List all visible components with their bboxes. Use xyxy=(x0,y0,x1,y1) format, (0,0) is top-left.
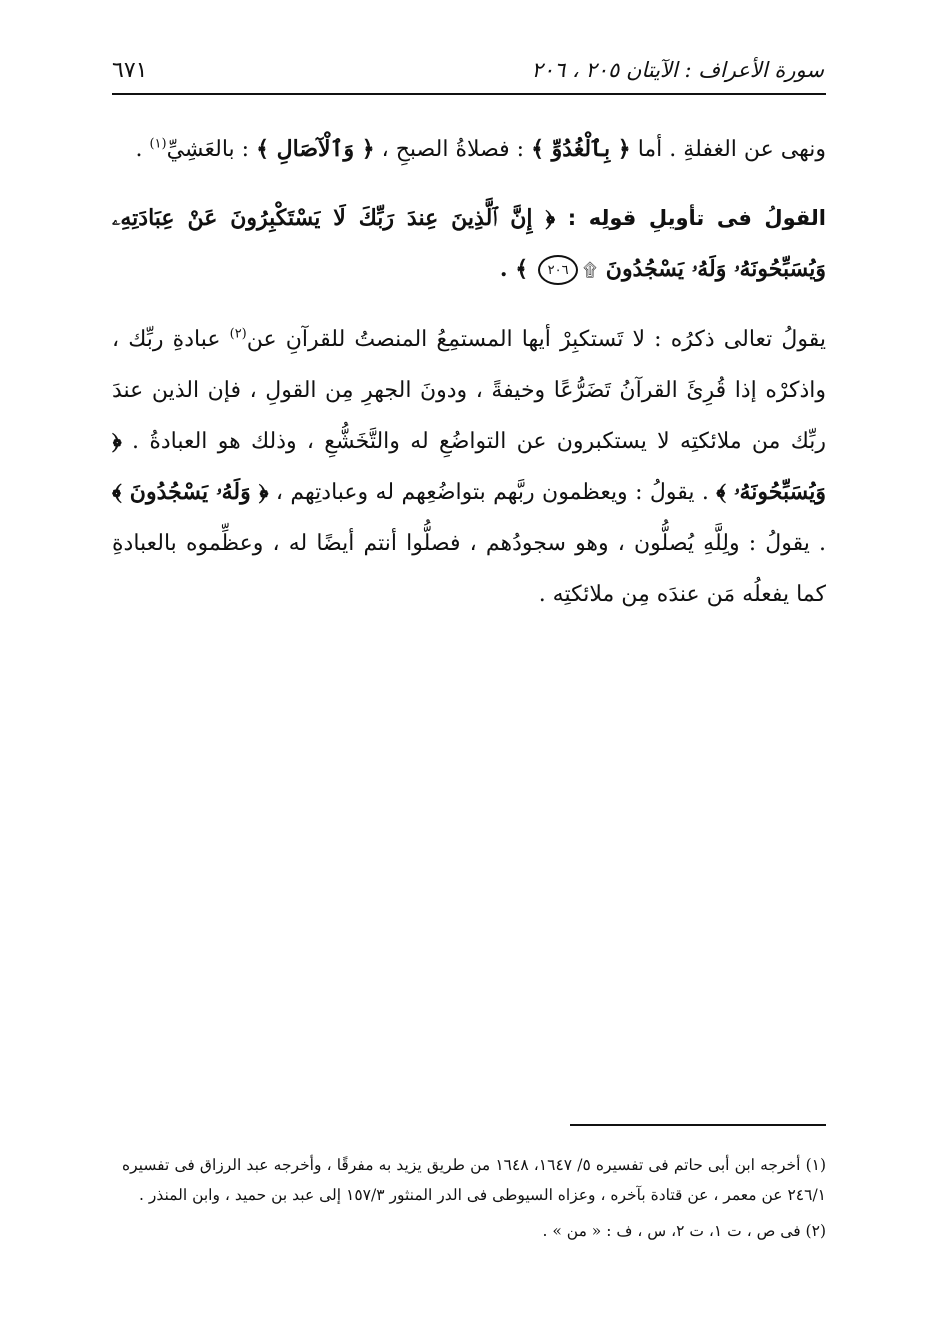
main-text xyxy=(112,124,826,620)
quran-quote: ﴿ بِٱلْغُدُوِّ ﴾ xyxy=(531,136,631,162)
footnote-ref: (١) xyxy=(149,136,167,152)
quran-quote: ﴿ وَٱلْآصَالِ ﴾ xyxy=(256,136,375,162)
ayah-number-icon: ٢٠٦ xyxy=(538,255,578,285)
heading-label: القولُ فى تأويلِ قولِه : xyxy=(555,206,827,230)
footnote-ref: (٢) xyxy=(229,326,247,342)
page-number: ٦٧١ xyxy=(112,57,148,83)
text-run: : بالعَشِيِّ xyxy=(166,137,257,162)
running-title: سورة الأعراف : الآيتان ٢٠٥ ، ٢٠٦ xyxy=(531,58,824,82)
verse-text: ﴿ إِنَّ ٱلَّذِينَ عِندَ رَبِّكَ لَا يَسْتَكْبِرُونَ عَنْ عِبَادَتِهِۦ وَيُسَبِّحُونَهُۥ وَلَهُۥ يَسْجُدُونَ xyxy=(112,205,826,282)
text-run: . يقولُ : ولِلَّهِ يُصلُّون ، وهو سجودُهم ، فصلُّوا أنتم أيضًا له ، وعظِّموه بالعبادةِ كما يفعلُه مَن عندَه مِن ملائكتِه . xyxy=(112,530,826,607)
page-header xyxy=(112,50,824,90)
footnote-1: (١) أخرجه ابن أبى حاتم فى تفسيره ٥/ ١٦٤٧، ١٦٤٨ من طريق يزيد به مفرقًا ، وأخرجه عبد الرزاق فى تفسيره ٢٤٦/١ عن معمر ، عن قتادة بآخره ، وعزاه السيوطى فى الدر المنثور ١٥٧/٣ إلى عبد بن حميد ، وابن المنذر . xyxy=(122,1156,827,1204)
text-run: : فصلاةُ الصبحِ ، xyxy=(374,137,532,162)
commentary-paragraph xyxy=(112,314,826,620)
text-run: ونهى عن الغفلةِ . أما xyxy=(630,137,826,162)
section-heading xyxy=(112,193,826,296)
intro-paragraph xyxy=(112,124,826,175)
footnote-rule xyxy=(570,1124,826,1126)
text-run: يقولُ تعالى ذكرُه : لا تَستكبِرْ أيها المستمِعُ المنصتُ للقرآنِ عن xyxy=(246,326,826,352)
text-run: عبادةِ ربِّك ، واذكرْه إذا قُرِئَ القرآنُ تَضَرُّعًا وخيفةً ، ودونَ الجهرِ مِن القولِ ، فإن الذين عندَ ربِّك من ملائكتِه لا يستكبرون عن التواضُعِ له والتَّخَشُّعِ ، وذلك هو العبادةُ . xyxy=(112,326,826,454)
text-run: . xyxy=(135,137,150,162)
quran-quote: ﴿ وَيُسَبِّحُونَهُۥ ﴾ xyxy=(112,427,827,505)
header-rule xyxy=(112,93,826,95)
sajdah-icon: ۩ xyxy=(583,259,597,281)
verse-close: ﴾ . xyxy=(499,256,529,282)
footnote-2: (٢) فى ص ، ت ١، ت ٢، س ، ف : « من » . xyxy=(542,1222,826,1240)
quran-quote: ﴿ وَلَهُۥ يَسْجُدُونَ ﴾ xyxy=(112,478,269,505)
text-run: . يقولُ : ويعظمون ربَّهم بتواضُعِهم له وعبادتِهم ، xyxy=(268,479,717,505)
footnotes xyxy=(122,1150,826,1246)
